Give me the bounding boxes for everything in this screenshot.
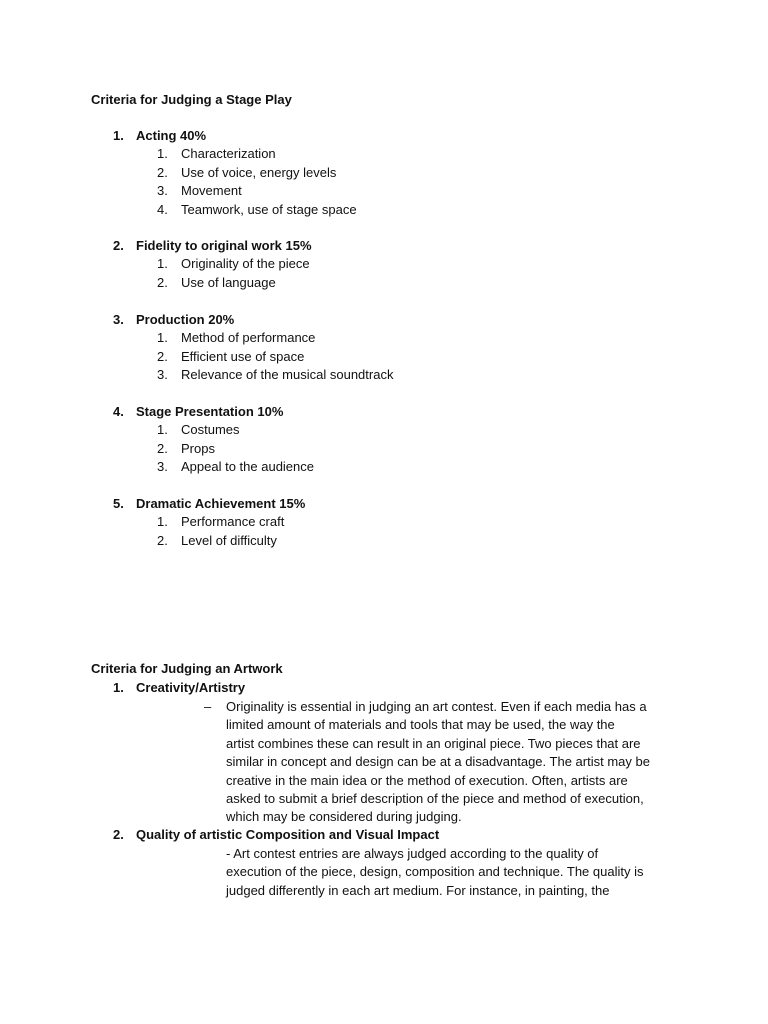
criterion-label: Quality of artistic Composition and Visual Impact <box>136 827 440 842</box>
sub-criteria-list <box>91 329 711 384</box>
paragraph-line: - Art contest entries are always judged according to the quality of <box>226 846 599 861</box>
list-item: 2. Level of difficulty <box>157 532 277 548</box>
stage-play-criterion-2 <box>91 237 711 292</box>
criterion-heading <box>91 403 711 421</box>
sub-criteria-list <box>91 513 711 550</box>
list-item: 1. Method of performance <box>157 330 316 346</box>
criterion-number: 1. <box>113 128 124 143</box>
criterion-label: Dramatic Achievement 15% <box>136 496 306 511</box>
criterion-heading <box>91 826 711 844</box>
criterion-heading <box>91 311 711 329</box>
criterion-number: 4. <box>113 404 124 419</box>
paragraph-line: Originality is essential in judging an art contest. Even if each media has a <box>226 699 647 714</box>
criterion-number: 1. <box>113 680 124 695</box>
list-item: 4. Teamwork, use of stage space <box>157 201 357 217</box>
criterion-number: 2. <box>113 827 124 842</box>
criterion-label: Production 20% <box>136 312 235 327</box>
paragraph-line: limited amount of materials and tools that may be used, the way the <box>226 717 615 733</box>
criterion-label: Acting 40% <box>136 128 207 143</box>
stage-play-title: Criteria for Judging a Stage Play <box>91 92 292 107</box>
list-item: 1. Performance craft <box>157 514 285 530</box>
criterion-number: 3. <box>113 312 124 327</box>
list-item: 3. Relevance of the musical soundtrack <box>157 367 394 383</box>
criterion-label: Fidelity to original work 15% <box>136 238 312 253</box>
artwork-criterion-2-paragraph <box>226 845 686 900</box>
list-item: 2. Use of voice, energy levels <box>157 164 337 180</box>
list-item: 1. Originality of the piece <box>157 256 310 272</box>
artwork-criterion-1-paragraph <box>226 698 686 827</box>
stage-play-criterion-4 <box>91 403 711 477</box>
list-item: 2. Props <box>157 440 215 456</box>
list-item: 1. Costumes <box>157 422 240 438</box>
artwork-criterion-1 <box>91 679 711 697</box>
sub-criteria-list <box>91 145 711 219</box>
criterion-label: Stage Presentation 10% <box>136 404 284 419</box>
paragraph-line: asked to submit a brief description of the piece and method of execution, <box>226 791 644 807</box>
sub-criteria-list <box>91 421 711 476</box>
dash-marker: – <box>204 699 212 714</box>
criterion-heading <box>91 237 711 255</box>
stage-play-criterion-5 <box>91 495 711 550</box>
artwork-title: Criteria for Judging an Artwork <box>91 661 283 676</box>
paragraph-line: which may be considered during judging. <box>226 809 462 825</box>
criterion-number: 2. <box>113 238 124 253</box>
list-item: 3. Movement <box>157 183 242 199</box>
criterion-heading <box>91 127 711 145</box>
paragraph-line: execution of the piece, design, composition and technique. The quality is <box>226 864 644 880</box>
paragraph-line: judged differently in each art medium. For instance, in painting, the <box>226 882 610 898</box>
sub-criteria-list <box>91 255 711 292</box>
stage-play-criterion-3 <box>91 311 711 385</box>
list-item: 2. Efficient use of space <box>157 348 305 364</box>
criterion-heading <box>91 495 711 513</box>
criterion-heading <box>91 679 711 697</box>
criterion-label: Creativity/Artistry <box>136 680 246 695</box>
artwork-criterion-2 <box>91 826 711 844</box>
paragraph-line: artist combines these can result in an original piece. Two pieces that are <box>226 735 641 751</box>
list-item: 3. Appeal to the audience <box>157 459 314 475</box>
paragraph-line: creative in the main idea or the method of execution. Often, artists are <box>226 772 628 788</box>
list-item: 2. Use of language <box>157 274 276 290</box>
stage-play-criterion-1 <box>91 127 711 219</box>
paragraph-line: similar in concept and design can be at a disadvantage. The artist may be <box>226 754 650 770</box>
criterion-number: 5. <box>113 496 124 511</box>
list-item: 1. Characterization <box>157 146 276 162</box>
